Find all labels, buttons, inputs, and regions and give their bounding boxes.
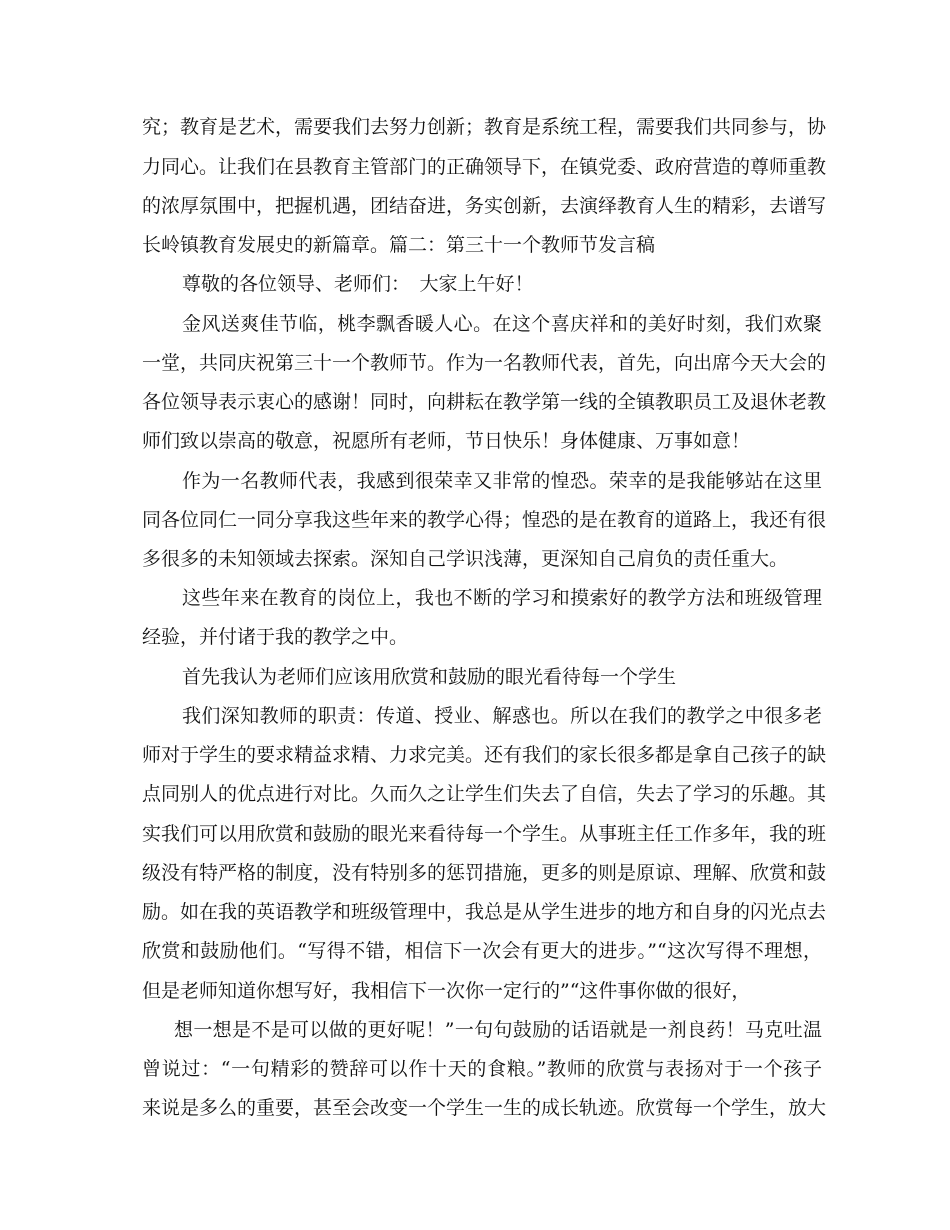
text-line: 究；教育是艺术，需要我们去努力创新；教育是系统工程，需要我们共同参与，协 <box>142 116 827 138</box>
text-line: 力同心。让我们在县教育主管部门的正确领导下，在镇党委、政府营造的尊师重教 <box>142 156 827 178</box>
text-line: 励。如在我的英语教学和班级管理中，我总是从学生进步的地方和自身的闪光点去 <box>142 901 827 923</box>
text-line: 实我们可以用欣赏和鼓励的眼光来看待每一个学生。从事班主任工作多年，我的班 <box>142 823 827 845</box>
text-line: 同各位同仁一同分享我这些年来的教学心得；惶恐的是在教育的道路上，我还有很 <box>142 509 827 531</box>
text-line: 我们深知教师的职责：传道、授业、解惑也。所以在我们的教学之中很多老 <box>182 705 822 727</box>
text-line: 一堂，共同庆祝第三十一个教师节。作为一名教师代表，首先，向出席今天大会的 <box>142 352 827 374</box>
text-line: 师对于学生的要求精益求精、力求完美。还有我们的家长很多都是拿自己孩子的缺 <box>142 744 827 766</box>
text-line: 级没有特严格的制度，没有特别多的惩罚措施，更多的则是原谅、理解、欣赏和鼓 <box>142 862 827 884</box>
text-line: 但是老师知道你想写好，我相信下一次你一定行的”“这件事你做的很好， <box>142 980 751 1002</box>
text-line: 这些年来在教育的岗位上，我也不断的学习和摸索好的教学方法和班级管理 <box>182 587 822 609</box>
text-line: 长岭镇教育发展史的新篇章。篇二：第三十一个教师节发言稿 <box>142 234 656 256</box>
text-line: 曾说过：“一句精彩的赞辞可以作十天的食粮。”教师的欣赏与表扬对于一个孩子 <box>142 1058 822 1080</box>
text-line: 来说是多么的重要，甚至会改变一个学生一生的成长轨迹。欣赏每一个学生，放大 <box>142 1097 827 1119</box>
section-heading: 首先我认为老师们应该用欣赏和鼓励的眼光看待每一个学生 <box>182 666 677 688</box>
text-line: 点同别人的优点进行对比。久而久之让学生们失去了自信，失去了学习的乐趣。其 <box>142 783 827 805</box>
text-line: 的浓厚氛围中，把握机遇，团结奋进，务实创新，去演绎教育人生的精彩，去谱写 <box>142 195 827 217</box>
text-line: 欣赏和鼓励他们。“写得不错，相信下一次会有更大的进步。”“这次写得不理想， <box>142 940 822 962</box>
text-line: 多很多的未知领域去探索。深知自己学识浅薄，更深知自己肩负的责任重大。 <box>142 548 789 570</box>
text-line: 师们致以崇高的敬意，祝愿所有老师，节日快乐！身体健康、万事如意！ <box>142 430 751 452</box>
salutation: 尊敬的各位领导、老师们： 大家上午好！ <box>182 273 534 295</box>
text-line: 作为一名教师代表，我感到很荣幸又非常的惶恐。荣幸的是我能够站在这里 <box>182 470 822 492</box>
text-line: 各位领导表示衷心的感谢！同时，向耕耘在教学第一线的全镇教职员工及退休老教 <box>142 391 827 413</box>
text-line: 金风送爽佳节临，桃李飘香暖人心。在这个喜庆祥和的美好时刻，我们欢聚 <box>182 313 822 335</box>
text-line: 想一想是不是可以做的更好呢！”一句句鼓励的话语就是一剂良药！马克吐温 <box>174 1019 822 1041</box>
text-line: 经验，并付诸于我的教学之中。 <box>142 626 409 648</box>
